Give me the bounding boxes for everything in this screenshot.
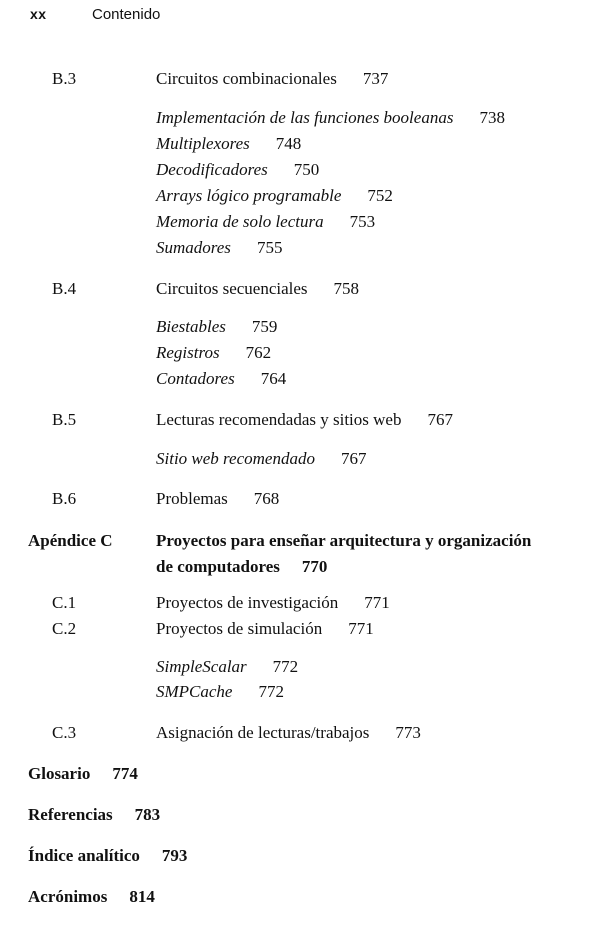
- subitem-title: Registros: [156, 343, 220, 362]
- section-title: Circuitos secuenciales: [156, 279, 308, 298]
- subitem-title: Contadores: [156, 369, 235, 388]
- subitem-title: Decodificadores: [156, 160, 268, 179]
- toc-glosario: [28, 763, 138, 785]
- toc-acronimos: [28, 886, 155, 908]
- subitem-title: Biestables: [156, 317, 226, 336]
- appendix-title-line2: de computadores: [156, 557, 280, 576]
- section-number: B.4: [52, 279, 77, 298]
- section-page: 768: [253, 489, 280, 508]
- subitem-page: 752: [367, 186, 393, 205]
- back-matter-title: Glosario: [28, 764, 91, 783]
- section-title: Lecturas recomendadas y sitios web: [156, 410, 402, 429]
- subitem-title: Sumadores: [156, 238, 231, 257]
- page-number: xx: [30, 6, 47, 22]
- back-matter-page: 793: [161, 846, 188, 865]
- subitem-title: Implementación de las funciones booleanas: [156, 108, 454, 127]
- subitem-page: 748: [275, 134, 302, 153]
- subitem-page: 738: [479, 108, 505, 127]
- section-title: Problemas: [156, 489, 228, 508]
- subitem-page: 753: [349, 212, 376, 231]
- subitem-title: SimpleScalar: [156, 657, 247, 676]
- subitem-page: 759: [251, 317, 278, 336]
- subitem-title: Sitio web recomendado: [156, 449, 315, 468]
- back-matter-page: 783: [134, 805, 161, 824]
- subitem-title: SMPCache: [156, 682, 233, 701]
- toc-referencias: [28, 804, 160, 826]
- back-matter-page: 774: [112, 764, 138, 783]
- section-number: C.3: [52, 723, 77, 742]
- section-page: 767: [427, 410, 453, 429]
- section-number: C.2: [52, 619, 77, 638]
- section-page: 773: [395, 723, 421, 742]
- subitem-title: Arrays lógico programable: [156, 186, 342, 205]
- appendix-page: 770: [301, 557, 328, 576]
- running-title: Contenido: [92, 6, 161, 23]
- back-matter-title: Índice analítico: [28, 846, 140, 865]
- appendix-label: Apéndice C: [28, 531, 113, 550]
- subitem-page: 772: [258, 682, 284, 701]
- subitem-title: Multiplexores: [156, 134, 250, 153]
- subitem-page: 750: [293, 160, 320, 179]
- toc-indice: [28, 845, 187, 867]
- subitem-page: 764: [260, 369, 287, 388]
- subitem-page: 767: [340, 449, 367, 468]
- section-page: 737: [362, 69, 389, 88]
- section-title: Asignación de lecturas/trabajos: [156, 723, 370, 742]
- section-number: B.6: [52, 489, 77, 508]
- section-number: C.1: [52, 593, 77, 612]
- back-matter-page: 814: [129, 887, 155, 906]
- appendix-title-line1: Proyectos para enseñar arquitectura y organización: [156, 531, 532, 550]
- back-matter-title: Acrónimos: [28, 887, 108, 906]
- back-matter-title: Referencias: [28, 805, 113, 824]
- section-page: 758: [333, 279, 360, 298]
- section-number: B.5: [52, 410, 77, 429]
- section-title: Proyectos de investigación: [156, 593, 339, 612]
- section-number: B.3: [52, 69, 77, 88]
- section-title: Circuitos combinacionales: [156, 69, 337, 88]
- section-title: Proyectos de simulación: [156, 619, 323, 638]
- section-page: 771: [348, 619, 374, 638]
- subitem-page: 772: [272, 657, 299, 676]
- subitem-page: 755: [256, 238, 283, 257]
- subitem-page: 762: [245, 343, 272, 362]
- subitem-title: Memoria de solo lectura: [156, 212, 324, 231]
- section-page: 771: [364, 593, 390, 612]
